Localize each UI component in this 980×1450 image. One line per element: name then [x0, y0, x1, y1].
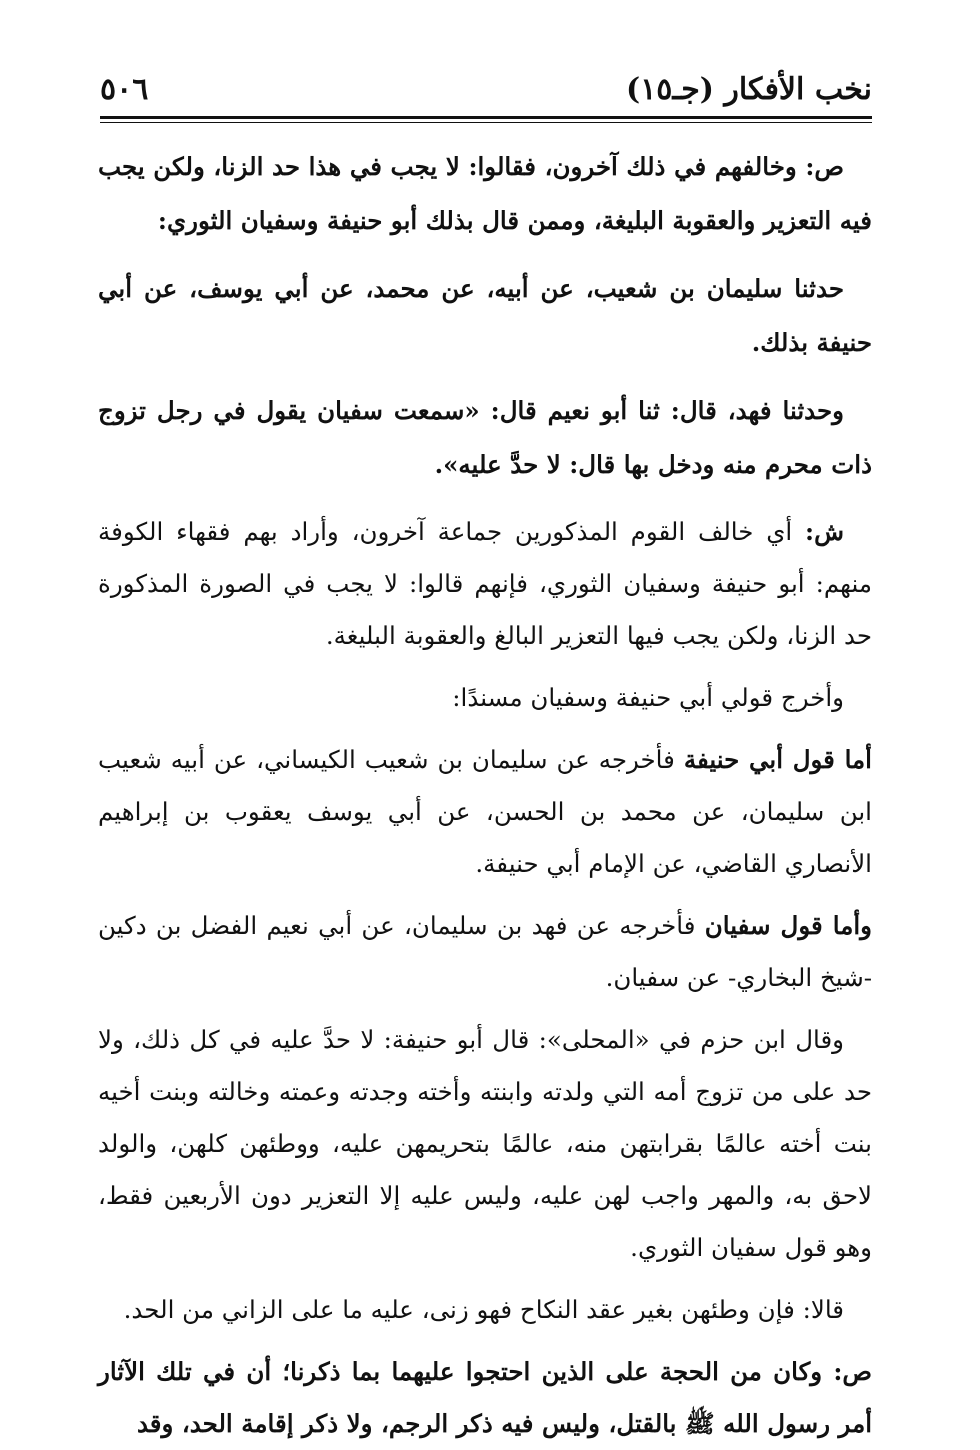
matn-marker: ص: — [805, 152, 844, 181]
paragraph-text: وحدثنا فهد، قال: ثنا أبو نعيم قال: «سمعت سفيان يقول في رجل تزوج ذات محرم منه ودخل بها قال: لا حدَّ عليه». — [98, 396, 872, 479]
paragraph-sharh-5 — [98, 1014, 872, 1274]
paragraph-text: أي خالف القوم المذكورين جماعة آخرون، وأراد بهم فقهاء الكوفة منهم: أبو حنيفة وسفيان الثوري، فإنهم قالوا: لا يجب في الصورة المذكورة حد الزنا، ولكن يجب فيها التعزير البالغ والعقوبة البليغة. — [98, 517, 872, 650]
paragraph-sharh-3 — [98, 734, 872, 890]
paragraph-text: حدثنا سليمان بن شعيب، عن أبيه، عن محمد، عن أبي يوسف، عن أبي حنيفة بذلك. — [98, 274, 872, 357]
paragraph-text: قالا: فإن وطئهن بغير عقد النكاح فهو زنى، عليه ما على الزاني من الحد. — [123, 1295, 844, 1324]
paragraph-lead: وأما قول سفيان — [704, 911, 872, 940]
header-rule-thin — [100, 122, 872, 123]
book-title: نخب الأفكار (جـ١٥) — [625, 71, 872, 107]
paragraph-text: فأخرجه عن فهد بن سليمان، عن أبي نعيم الفضل بن دكين -شيخ البخاري- عن سفيان. — [98, 911, 872, 992]
header-rule — [100, 116, 872, 119]
paragraph-text: وقال ابن حزم في «المحلى»: قال أبو حنيفة: لا حدَّ عليه في كل ذلك، ولا حد على من تزوج أمه التي ولدته وابنته وأخته وجدته وعمته وخالته وبنت أخيه بنت أخته عالمًا بقرابتهن منه، عالمًا بتحريمهن عليه، ووطئهن كلهن، والولد لاحق به، والمهر واجب لهن عليه، وليس عليه إلا التعزير دون الأربعين فقط، وهو قول سفيان الثوري. — [98, 1025, 872, 1262]
paragraph-text: وكان من الحجة على الذين احتجوا عليهما بما ذكرنا؛ أن في تلك الآثار أمر رسول الله ﷺ بالقتل، وليس فيه ذكر الرجم، ولا ذكر إقامة الحد، وقد — [98, 1357, 872, 1438]
paragraph-matn-1 — [98, 140, 872, 248]
paragraph-sharh-1 — [98, 506, 872, 662]
page-number: ٥٠٦ — [100, 71, 149, 107]
paragraph-text: وخالفهم في ذلك آخرون، فقالوا: لا يجب في هذا حد الزنا، ولكن يجب فيه التعزير والعقوبة البليغة، وممن قال بذلك أبو حنيفة وسفيان الثوري: — [98, 152, 872, 235]
paragraph-isnad-1 — [98, 262, 872, 370]
paragraph-isnad-2 — [98, 384, 872, 492]
page-header — [100, 62, 872, 116]
page-body — [98, 140, 872, 1438]
paragraph-lead: أما قول أبي حنيفة — [683, 745, 872, 774]
sharh-marker: ش: — [805, 517, 844, 546]
paragraph-sharh-6 — [98, 1284, 872, 1336]
paragraph-text: فأخرجه عن سليمان بن شعيب الكيساني، عن أبيه شعيب ابن سليمان، عن محمد بن الحسن، عن أبي يوسف يعقوب بن إبراهيم الأنصاري القاضي، عن الإمام أبي حنيفة. — [98, 745, 872, 878]
paragraph-matn-2 — [98, 1346, 872, 1450]
paragraph-text: وأخرج قولي أبي حنيفة وسفيان مسندًا: — [452, 683, 844, 712]
paragraph-sharh-4 — [98, 900, 872, 1004]
matn-marker: ص: — [833, 1357, 872, 1386]
paragraph-sharh-2 — [98, 672, 872, 724]
